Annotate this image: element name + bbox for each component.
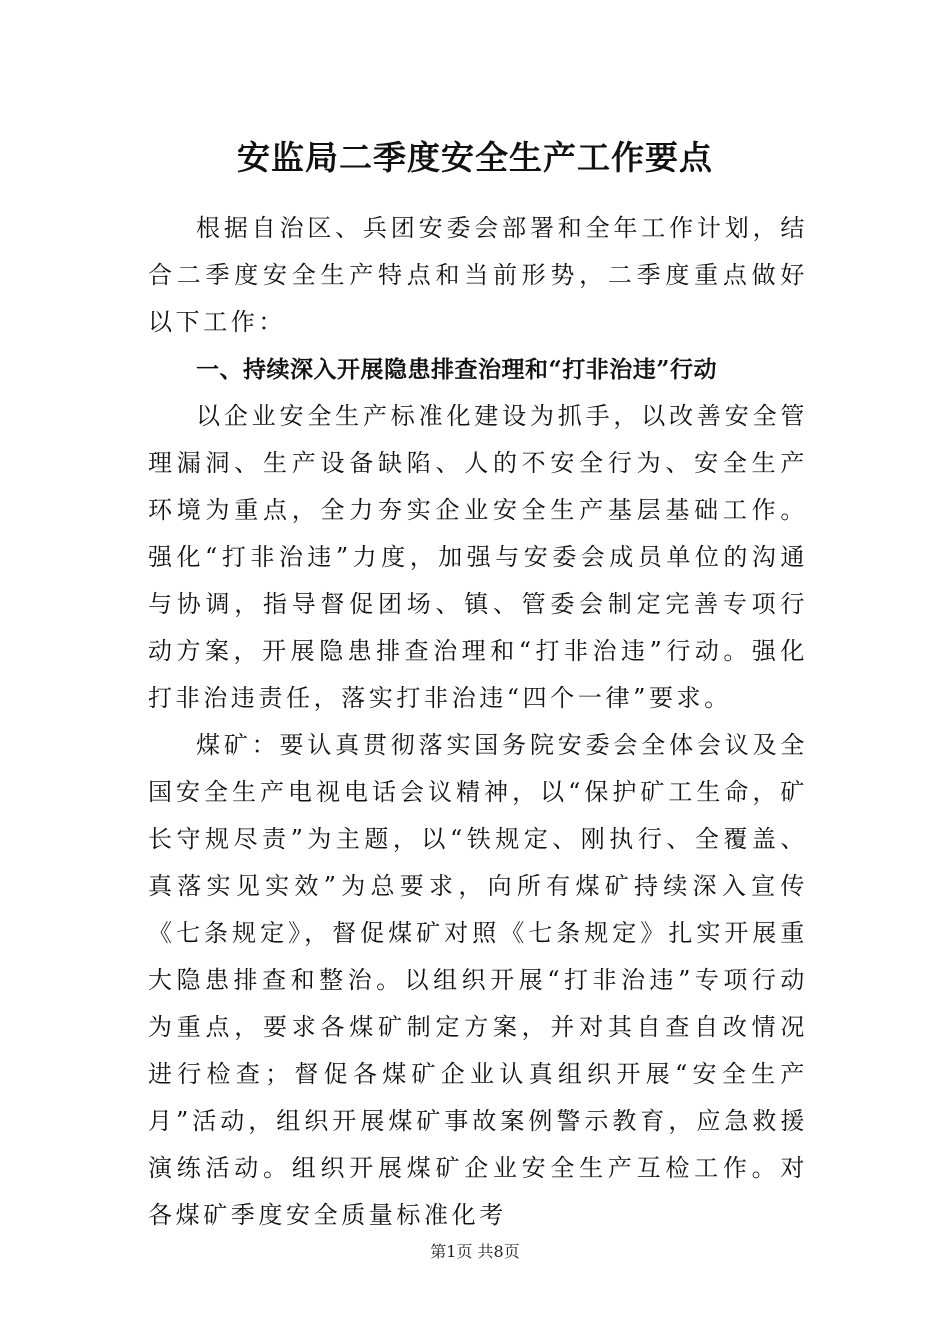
document-body — [148, 205, 808, 1239]
body-paragraph: 以企业安全生产标准化建设为抓手，以改善安全管理漏洞、生产设备缺陷、人的不安全行为、安全生产环境为重点，全力夯实企业安全生产基层基础工作。强化“打非治违”力度，加强与安委会成员单位的沟通与协调，指导督促团场、镇、管委会制定完善专项行动方案，开展隐患排查治理和“打非治违”行动。强化打非治违责任，落实打非治违“四个一律”要求。 — [148, 402, 808, 712]
intro-paragraph: 根据自治区、兵团安委会部署和全年工作计划，结合二季度安全生产特点和当前形势，二季度重点做好以下工作： — [148, 214, 808, 336]
body-paragraph-coal-mine: 煤矿：要认真贯彻落实国务院安委会全体会议及全国安全生产电视电话会议精神，以“保护矿工生命，矿长守规尽责”为主题，以“铁规定、刚执行、全覆盖、真落实见实效”为总要求，向所有煤矿持续深入宣传《七条规定》，督促煤矿对照《七条规定》扎实开展重大隐患排查和整治。以组织开展“打非治违”专项行动为重点，要求各煤矿制定方案，并对其自查自改情况进行检查；督促各煤矿企业认真组织开展“安全生产月”活动，组织开展煤矿事故案例警示教育，应急救援演练活动。组织开展煤矿企业安全生产互检工作。对各煤矿季度安全质量标准化考 — [148, 731, 808, 1229]
section-heading: 一、持续深入开展隐患排查治理和“打非治违”行动 — [196, 356, 717, 383]
document-title: 安监局二季度安全生产工作要点 — [237, 138, 713, 177]
page-footer: 第1页 共8页 — [430, 1242, 520, 1261]
